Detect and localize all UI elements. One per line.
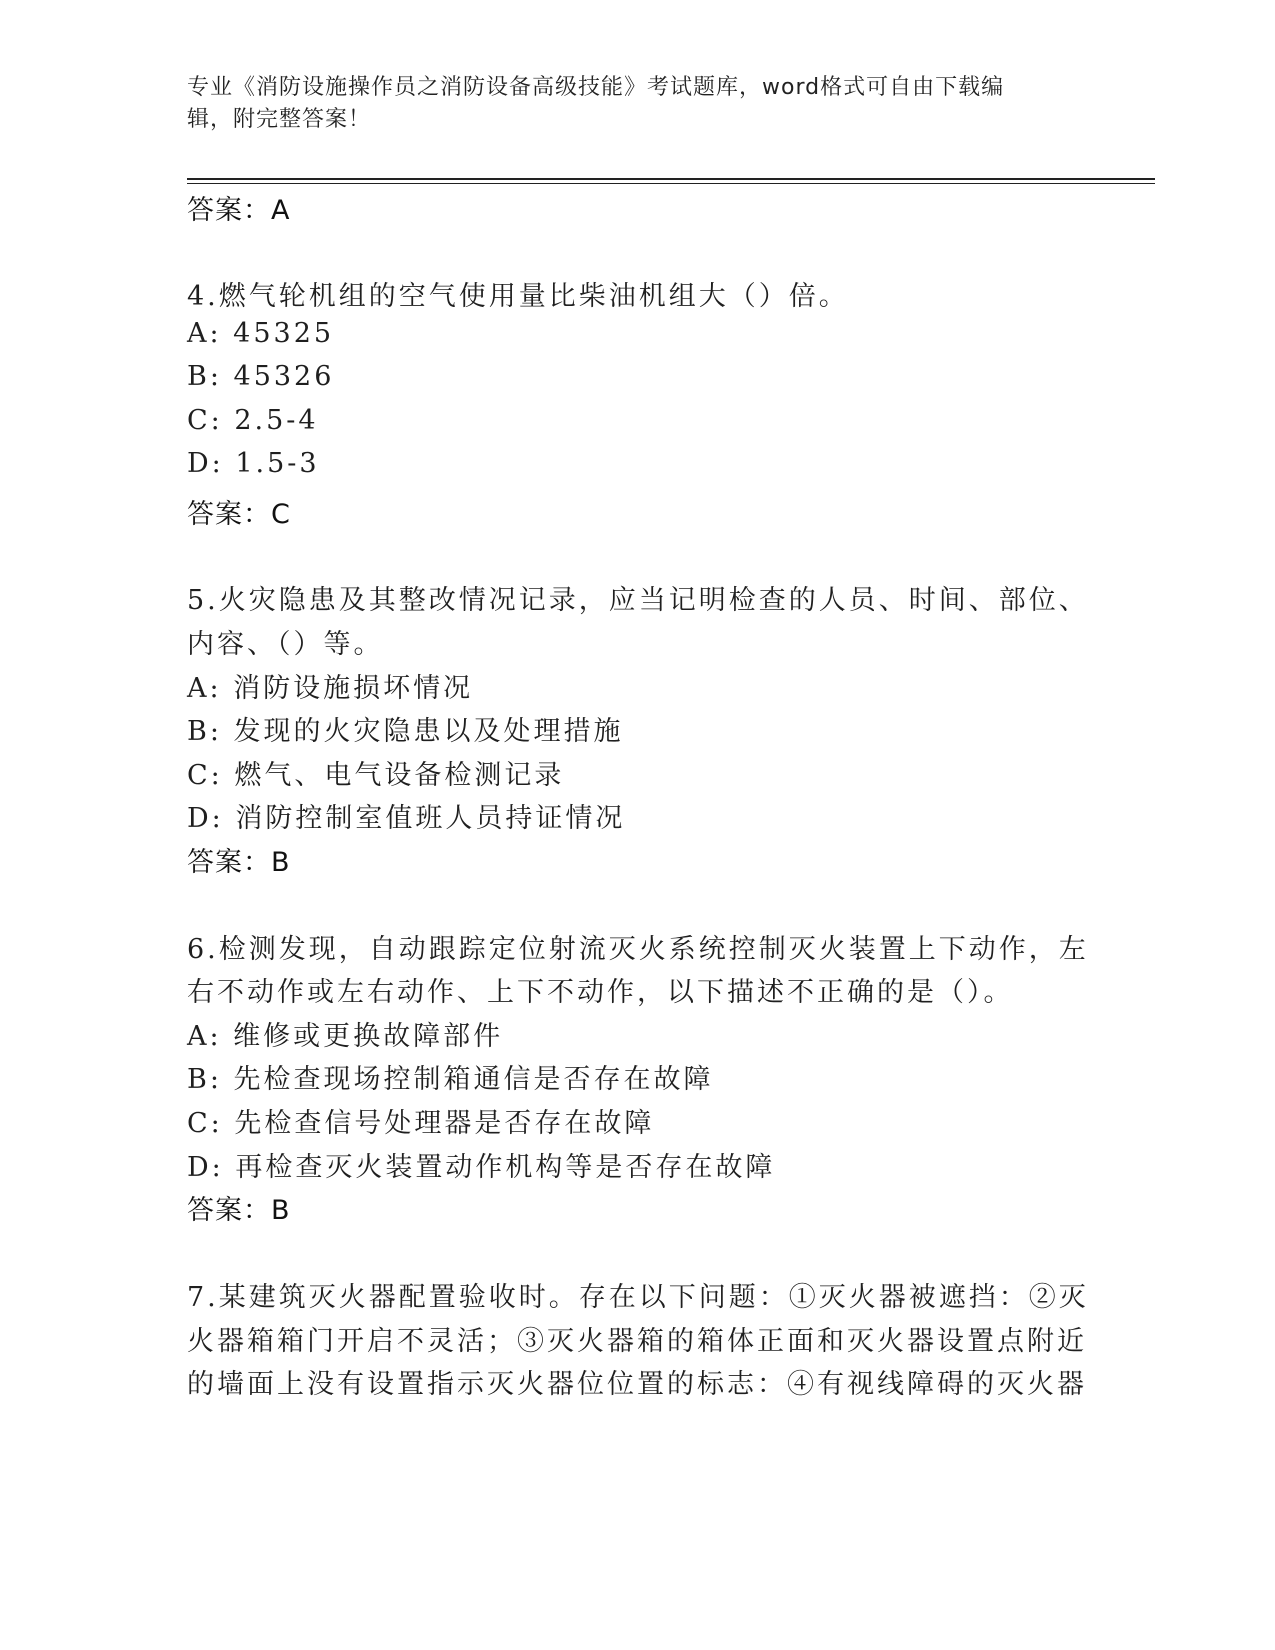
question-6-option-b: B: 先检查现场控制箱通信是否存在故障 — [187, 1064, 714, 1095]
question-7-stem-line-1: 7.某建筑灭火器配置验收时。存在以下问题：①灭火器被遮挡：②灭 — [187, 1282, 1089, 1313]
header-divider-thin — [187, 183, 1155, 184]
question-5-stem-line-1: 5.火灾隐患及其整改情况记录，应当记明检查的人员、时间、部位、 — [187, 585, 1089, 616]
question-5-option-a: A: 消防设施损坏情况 — [187, 673, 474, 704]
question-4-option-b: B: 45326 — [187, 361, 335, 392]
question-6-option-a: A: 维修或更换故障部件 — [187, 1021, 504, 1052]
answer-q5: 答案：B — [187, 847, 291, 878]
header-line-2: 辑，附完整答案！ — [187, 107, 372, 132]
question-7-stem-line-3: 的墙面上没有设置指示灭火器位位置的标志：④有视线障碍的灭火器 — [187, 1369, 1087, 1400]
question-4-option-c: C: 2.5-4 — [187, 405, 319, 436]
question-4-option-d: D: 1.5-3 — [187, 448, 320, 479]
answer-q3: 答案：A — [187, 195, 291, 226]
question-5-option-c: C: 燃气、电气设备检测记录 — [187, 760, 565, 791]
answer-q4: 答案：C — [187, 499, 291, 530]
header-line-1: 专业《消防设施操作员之消防设备高级技能》考试题库，word格式可自由下载编 — [187, 75, 1005, 100]
answer-q6: 答案：B — [187, 1195, 291, 1226]
question-4-option-a: A: 45325 — [187, 318, 335, 349]
question-6-option-c: C: 先检查信号处理器是否存在故障 — [187, 1108, 655, 1139]
question-4-stem: 4.燃气轮机组的空气使用量比柴油机组大（）倍。 — [187, 281, 849, 312]
question-5-option-d: D: 消防控制室值班人员持证情况 — [187, 803, 626, 834]
page-header — [187, 72, 1087, 136]
question-5-option-b: B: 发现的火灾隐患以及处理措施 — [187, 716, 624, 747]
question-6-stem-line-2: 右不动作或左右动作、上下不动作，以下描述不正确的是（）。 — [187, 977, 1014, 1008]
header-divider — [187, 178, 1155, 180]
question-5-stem-line-2: 内容、（）等。 — [187, 629, 384, 660]
question-6-stem-line-1: 6.检测发现，自动跟踪定位射流灭火系统控制灭火装置上下动作，左 — [187, 934, 1089, 965]
question-6-option-d: D: 再检查灭火装置动作机构等是否存在故障 — [187, 1152, 776, 1183]
question-7-stem-line-2: 火器箱箱门开启不灵活；③灭火器箱的箱体正面和灭火器设置点附近 — [187, 1326, 1087, 1357]
